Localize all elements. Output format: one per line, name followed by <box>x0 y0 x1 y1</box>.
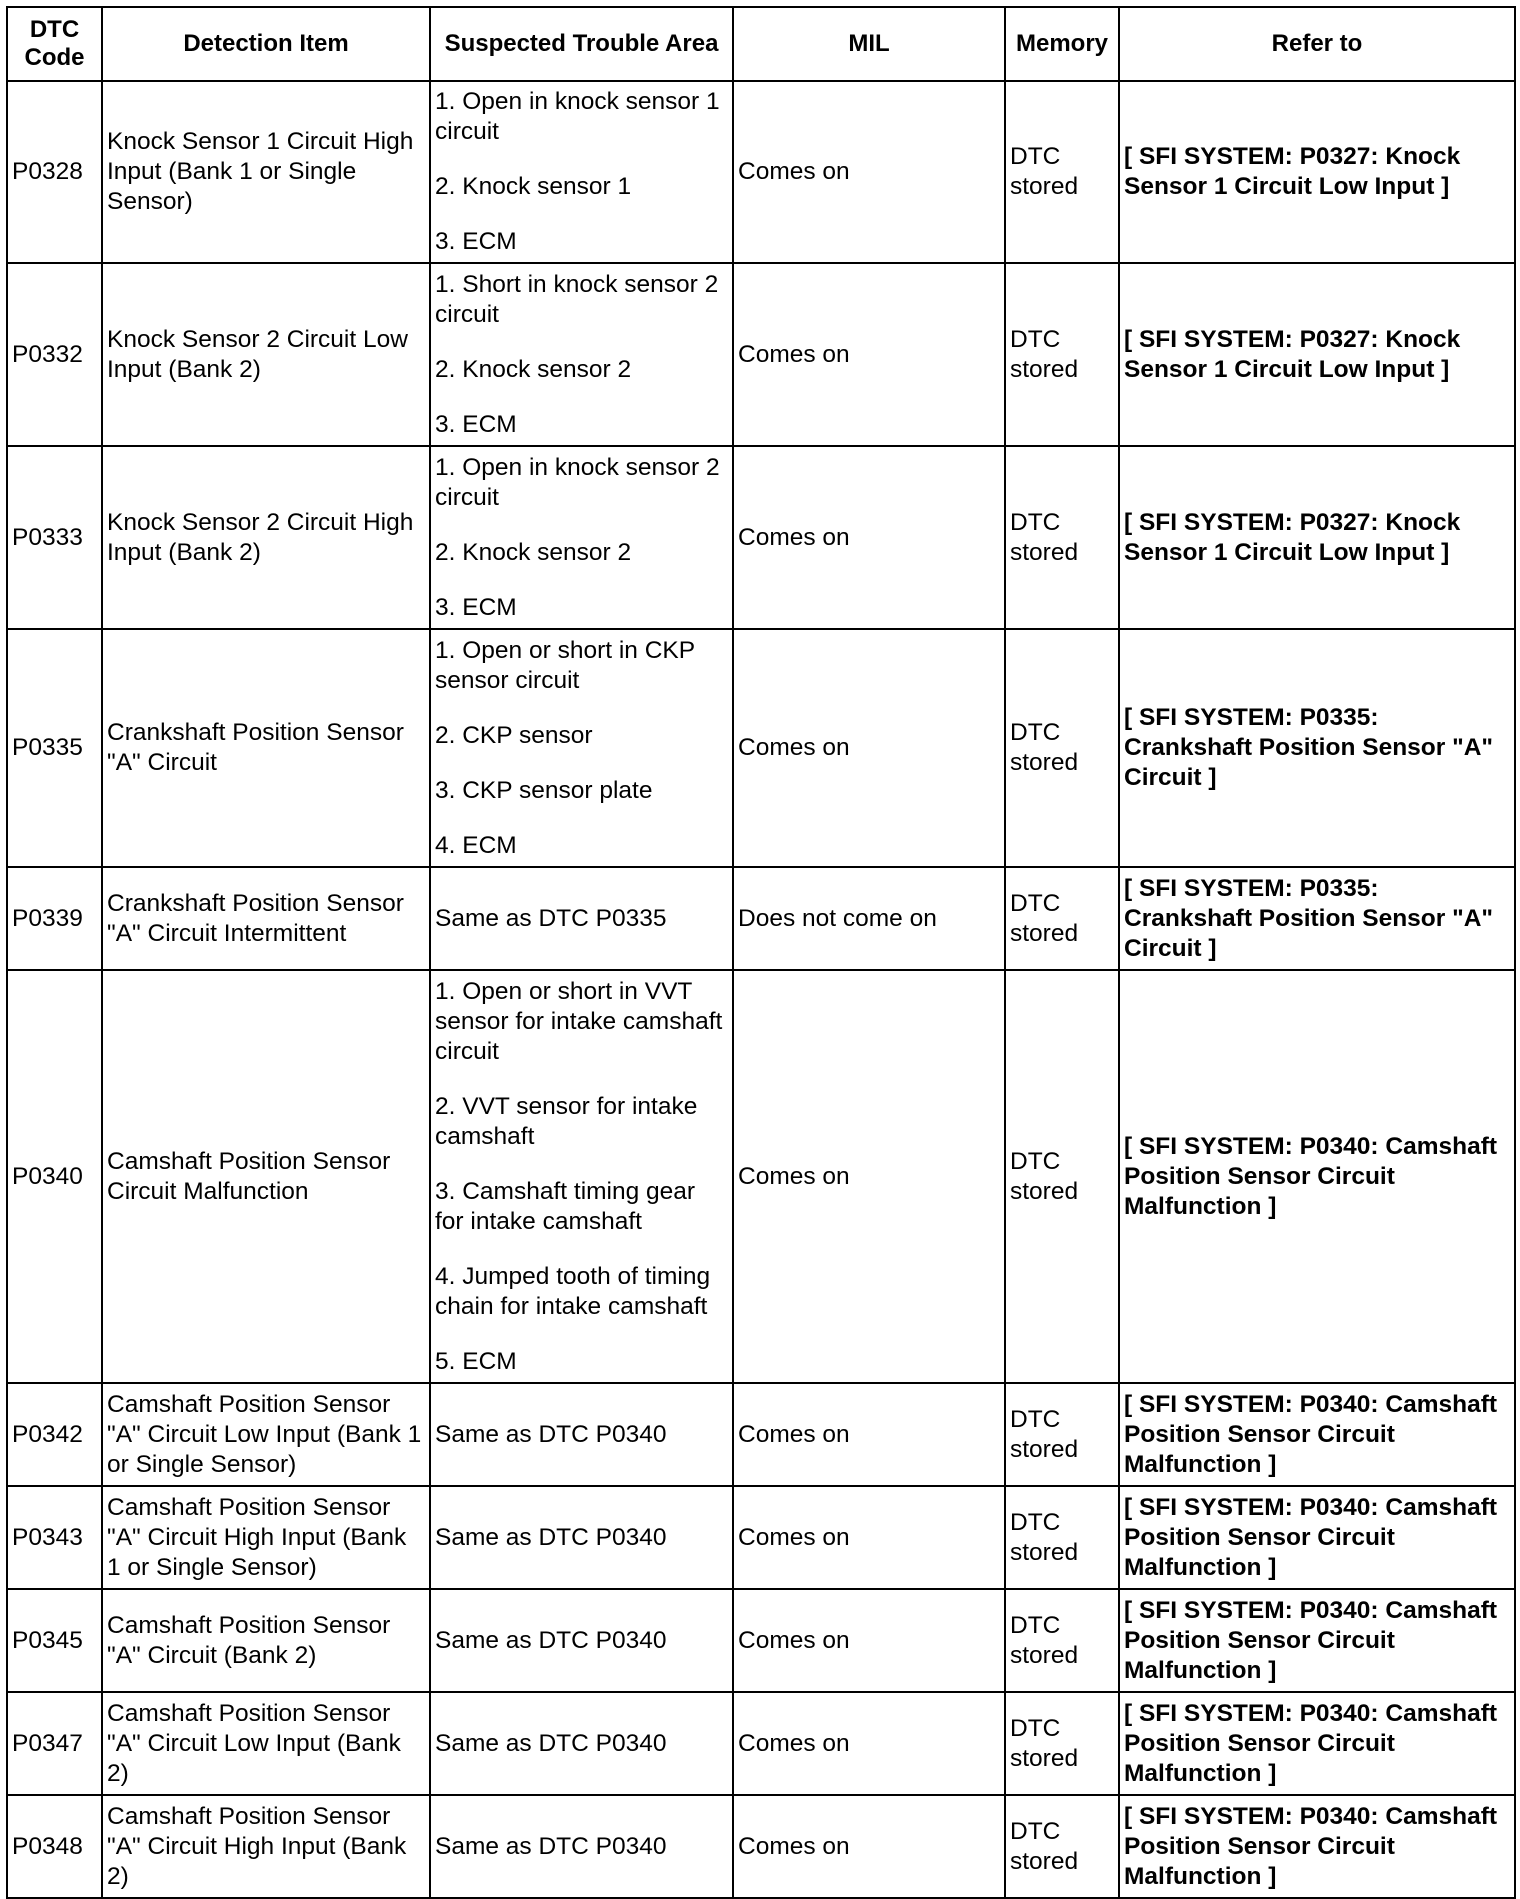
suspected-trouble-cell: Same as DTC P0340 <box>430 1486 733 1589</box>
table-row <box>7 1486 1515 1589</box>
memory-cell: DTC stored <box>1005 446 1119 629</box>
trouble-area-item: 3. ECM <box>435 228 517 255</box>
refer-to-cell: [ SFI SYSTEM: P0327: Knock Sensor 1 Circuit Low Input ] <box>1119 81 1515 263</box>
trouble-area-item: 4. ECM <box>435 831 517 859</box>
mil-cell: Comes on <box>733 81 1005 263</box>
trouble-area-item: 3. ECM <box>435 593 517 621</box>
memory-cell: DTC stored <box>1005 1383 1119 1486</box>
trouble-area-list <box>435 87 728 257</box>
dtc-code-cell: P0332 <box>7 263 102 446</box>
trouble-area-item: 1. Open in knock sensor 2 circuit <box>435 453 720 511</box>
suspected-trouble-cell: Same as DTC P0340 <box>430 1795 733 1898</box>
header-dtc-code: DTC Code <box>7 7 102 81</box>
detection-item-cell: Knock Sensor 1 Circuit High Input (Bank 1 or Single Sensor) <box>102 81 430 263</box>
trouble-area-list <box>435 636 728 861</box>
table-header-row <box>7 7 1515 81</box>
suspected-trouble-cell <box>430 263 733 446</box>
detection-item-cell: Camshaft Position Sensor "A" Circuit High Input (Bank 2) <box>102 1795 430 1898</box>
trouble-area-item: 2. VVT sensor for intake camshaft <box>435 1092 698 1150</box>
trouble-area-item: 3. Camshaft timing gear for intake camshaft <box>435 1177 696 1235</box>
dtc-code-cell: P0345 <box>7 1589 102 1692</box>
refer-to-cell: [ SFI SYSTEM: P0327: Knock Sensor 1 Circuit Low Input ] <box>1119 263 1515 446</box>
refer-to-cell: [ SFI SYSTEM: P0340: Camshaft Position Sensor Circuit Malfunction ] <box>1119 1486 1515 1589</box>
table-row <box>7 629 1515 867</box>
refer-to-cell: [ SFI SYSTEM: P0340: Camshaft Position Sensor Circuit Malfunction ] <box>1119 1795 1515 1898</box>
dtc-code-cell: P0340 <box>7 970 102 1383</box>
trouble-area-item: 1. Open or short in VVT sensor for intake camshaft circuit <box>435 977 723 1065</box>
trouble-area-item: 1. Open in knock sensor 1 circuit <box>435 88 720 145</box>
dtc-code-cell: P0347 <box>7 1692 102 1795</box>
detection-item-cell: Camshaft Position Sensor "A" Circuit High Input (Bank 1 or Single Sensor) <box>102 1486 430 1589</box>
refer-to-cell: [ SFI SYSTEM: P0335: Crankshaft Position Sensor "A" Circuit ] <box>1119 629 1515 867</box>
mil-cell: Comes on <box>733 1692 1005 1795</box>
header-refer-to: Refer to <box>1119 7 1515 81</box>
trouble-area-item: 1. Short in knock sensor 2 circuit <box>435 270 719 328</box>
mil-cell: Comes on <box>733 970 1005 1383</box>
detection-item-cell: Camshaft Position Sensor "A" Circuit Low Input (Bank 1 or Single Sensor) <box>102 1383 430 1486</box>
table-row <box>7 263 1515 446</box>
detection-item-cell: Camshaft Position Sensor "A" Circuit Low Input (Bank 2) <box>102 1692 430 1795</box>
dtc-table <box>6 6 1516 1899</box>
mil-cell: Comes on <box>733 629 1005 867</box>
table-row <box>7 970 1515 1383</box>
refer-to-cell: [ SFI SYSTEM: P0340: Camshaft Position Sensor Circuit Malfunction ] <box>1119 1692 1515 1795</box>
detection-item-cell: Camshaft Position Sensor Circuit Malfunction <box>102 970 430 1383</box>
dtc-code-cell: P0348 <box>7 1795 102 1898</box>
dtc-code-cell: P0339 <box>7 867 102 970</box>
table-row <box>7 446 1515 629</box>
mil-cell: Comes on <box>733 1486 1005 1589</box>
trouble-area-item: 1. Open or short in CKP sensor circuit <box>435 636 695 694</box>
dtc-code-cell: P0335 <box>7 629 102 867</box>
memory-cell: DTC stored <box>1005 81 1119 263</box>
trouble-area-item: 2. CKP sensor <box>435 721 593 749</box>
refer-to-cell: [ SFI SYSTEM: P0335: Crankshaft Position Sensor "A" Circuit ] <box>1119 867 1515 970</box>
memory-cell: DTC stored <box>1005 1692 1119 1795</box>
memory-cell: DTC stored <box>1005 1795 1119 1898</box>
memory-cell: DTC stored <box>1005 1589 1119 1692</box>
memory-cell: DTC stored <box>1005 1486 1119 1589</box>
trouble-area-item: 5. ECM <box>435 1347 517 1375</box>
dtc-code-cell: P0343 <box>7 1486 102 1589</box>
refer-to-cell: [ SFI SYSTEM: P0340: Camshaft Position Sensor Circuit Malfunction ] <box>1119 970 1515 1383</box>
suspected-trouble-cell: Same as DTC P0335 <box>430 867 733 970</box>
memory-cell: DTC stored <box>1005 970 1119 1383</box>
mil-cell: Does not come on <box>733 867 1005 970</box>
suspected-trouble-cell: Same as DTC P0340 <box>430 1589 733 1692</box>
header-memory: Memory <box>1005 7 1119 81</box>
suspected-trouble-cell <box>430 970 733 1383</box>
table-row <box>7 867 1515 970</box>
trouble-area-item: 3. CKP sensor plate <box>435 776 653 804</box>
suspected-trouble-cell <box>430 81 733 263</box>
suspected-trouble-cell <box>430 446 733 629</box>
detection-item-cell: Camshaft Position Sensor "A" Circuit (Bank 2) <box>102 1589 430 1692</box>
trouble-area-list <box>435 453 728 623</box>
mil-cell: Comes on <box>733 1383 1005 1486</box>
trouble-area-list <box>435 270 728 440</box>
dtc-code-cell: P0328 <box>7 81 102 263</box>
suspected-trouble-cell <box>430 629 733 867</box>
table-row <box>7 1383 1515 1486</box>
trouble-area-list <box>435 977 728 1377</box>
refer-to-cell: [ SFI SYSTEM: P0340: Camshaft Position Sensor Circuit Malfunction ] <box>1119 1383 1515 1486</box>
memory-cell: DTC stored <box>1005 867 1119 970</box>
detection-item-cell: Knock Sensor 2 Circuit High Input (Bank 2) <box>102 446 430 629</box>
trouble-area-item: 2. Knock sensor 1 <box>435 173 632 200</box>
detection-item-cell: Knock Sensor 2 Circuit Low Input (Bank 2) <box>102 263 430 446</box>
mil-cell: Comes on <box>733 263 1005 446</box>
table-row <box>7 1795 1515 1898</box>
trouble-area-item: 2. Knock sensor 2 <box>435 355 632 383</box>
table-row <box>7 1589 1515 1692</box>
dtc-code-cell: P0333 <box>7 446 102 629</box>
memory-cell: DTC stored <box>1005 263 1119 446</box>
header-suspected-trouble-area: Suspected Trouble Area <box>430 7 733 81</box>
mil-cell: Comes on <box>733 1795 1005 1898</box>
trouble-area-item: 4. Jumped tooth of timing chain for intake camshaft <box>435 1262 711 1320</box>
refer-to-cell: [ SFI SYSTEM: P0340: Camshaft Position Sensor Circuit Malfunction ] <box>1119 1589 1515 1692</box>
suspected-trouble-cell: Same as DTC P0340 <box>430 1383 733 1486</box>
dtc-code-cell: P0342 <box>7 1383 102 1486</box>
refer-to-cell: [ SFI SYSTEM: P0327: Knock Sensor 1 Circuit Low Input ] <box>1119 446 1515 629</box>
mil-cell: Comes on <box>733 1589 1005 1692</box>
table-row <box>7 81 1515 263</box>
header-mil: MIL <box>733 7 1005 81</box>
memory-cell: DTC stored <box>1005 629 1119 867</box>
mil-cell: Comes on <box>733 446 1005 629</box>
table-row <box>7 1692 1515 1795</box>
suspected-trouble-cell: Same as DTC P0340 <box>430 1692 733 1795</box>
detection-item-cell: Crankshaft Position Sensor "A" Circuit Intermittent <box>102 867 430 970</box>
header-detection-item: Detection Item <box>102 7 430 81</box>
trouble-area-item: 3. ECM <box>435 410 517 438</box>
detection-item-cell: Crankshaft Position Sensor "A" Circuit <box>102 629 430 867</box>
trouble-area-item: 2. Knock sensor 2 <box>435 538 632 566</box>
